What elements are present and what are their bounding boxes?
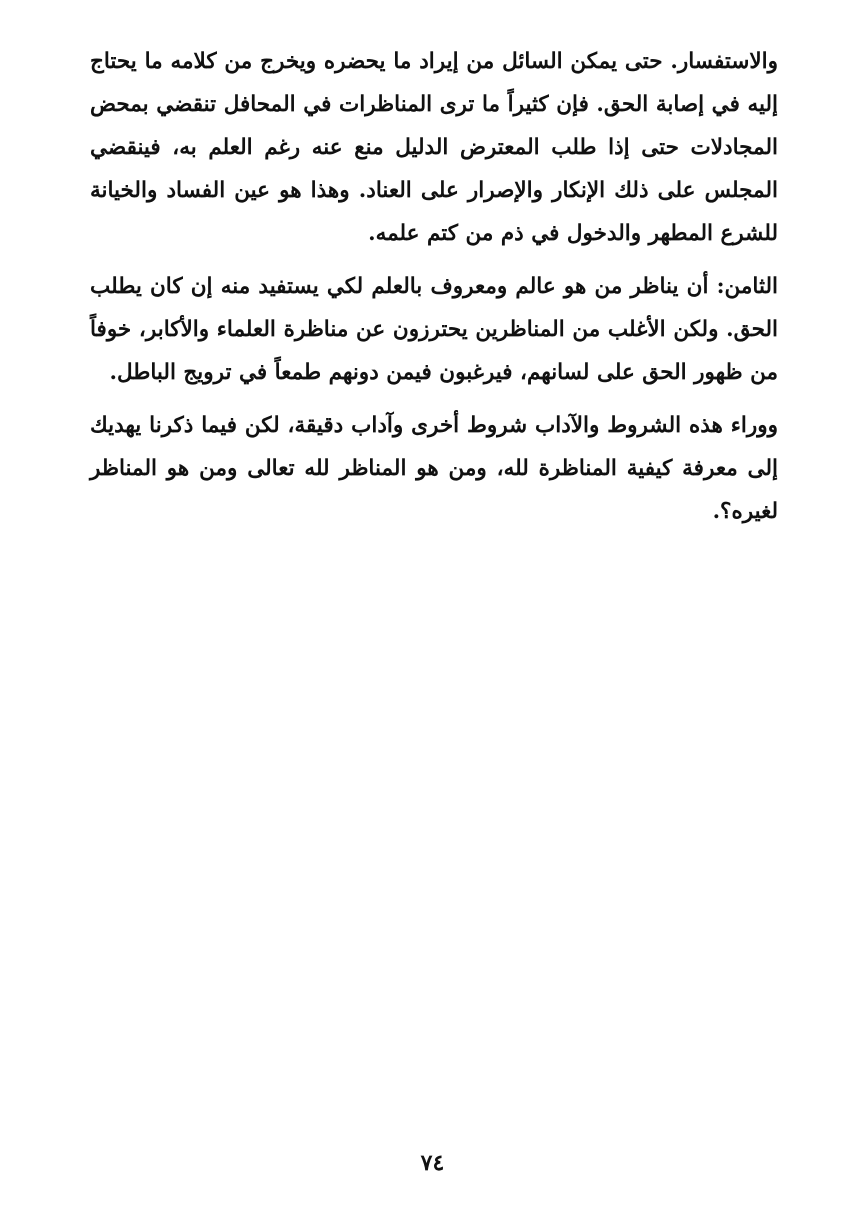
paragraph-2-lead: الثامن: xyxy=(716,274,778,299)
paragraph-2-text: أن يناظر من هو عالم ومعروف بالعلم لكي يستفيد منه إن كان يطلب الحق. ولكن الأغلب من المناظرين يحترزون عن مناظرة العلماء والأكابر، خوفاً من ظهور الحق على لسانهم، فيرغبون فيمن دونهم طمعاً في ترويج الباطل. xyxy=(90,274,778,385)
paragraph-conclusion xyxy=(90,404,778,533)
paragraph-continuation xyxy=(90,40,778,255)
page-number: ٧٤ xyxy=(420,1150,445,1176)
paragraph-eighth-condition xyxy=(90,265,778,394)
paragraph-3-text: ووراء هذه الشروط والآداب شروط أخرى وآداب دقيقة، لكن فيما ذكرنا يهديك إلى معرفة كيفية المناظرة لله، ومن هو المناظر لله تعالى ومن هو المناظر لغيره؟. xyxy=(90,413,778,524)
paragraph-1-text: والاستفسار. حتى يمكن السائل من إيراد ما يحضره ويخرج من كلامه ما يحتاج إليه في إصابة الحق. فإن كثيراً ما ترى المناظرات في المحافل تنقضي بمحض المجادلات حتى إذا طلب المعترض الدليل منع عنه رغم العلم به، فينقضي المجلس على ذلك الإنكار والإصرار على العناد. وهذا هو عين الفساد والخيانة للشرع المطهر والدخول في ذم من كتم علمه. xyxy=(90,49,778,246)
page-body xyxy=(90,40,778,533)
